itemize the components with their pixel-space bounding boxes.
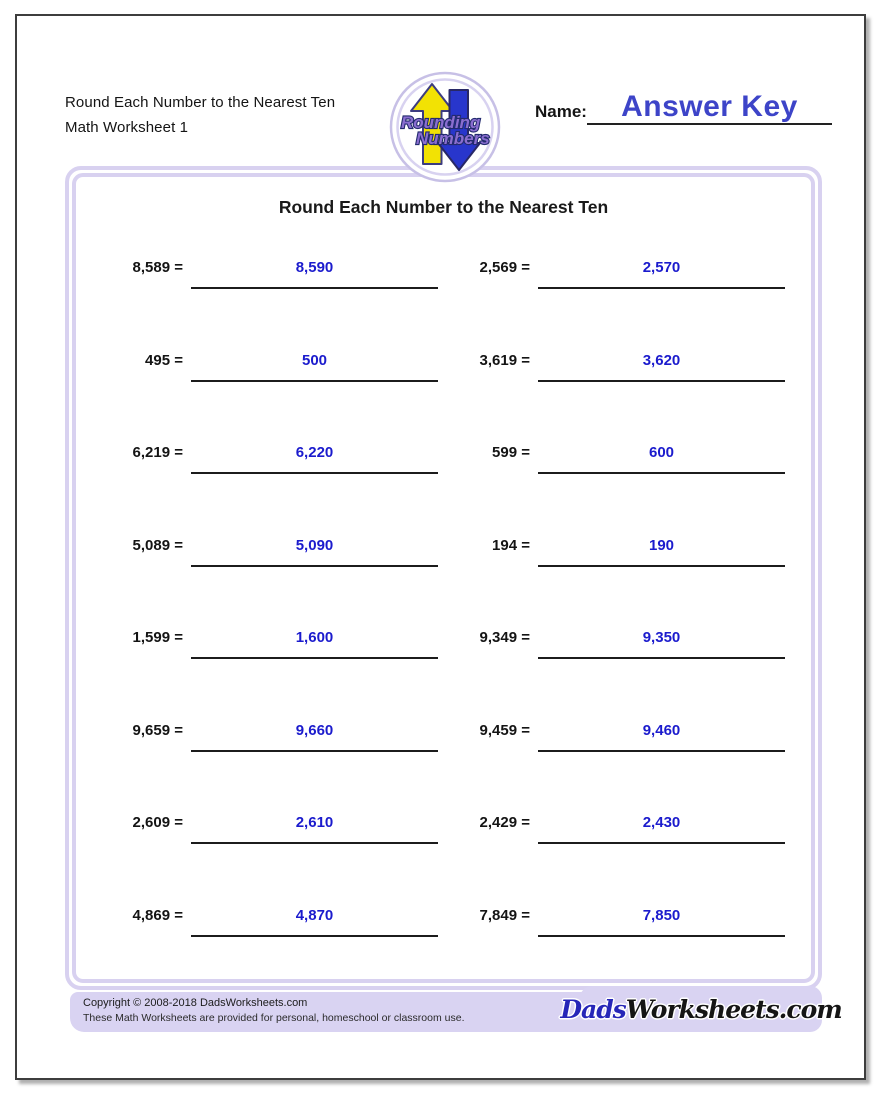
answer-line — [191, 352, 438, 382]
problem — [453, 814, 785, 907]
question-number: 2,429 — [479, 814, 518, 831]
answer-value: 6,220 — [295, 444, 334, 461]
problem-row — [106, 814, 785, 907]
equals-sign: = — [521, 721, 530, 739]
answer-line — [538, 629, 785, 659]
answer-line — [191, 537, 438, 567]
problem — [106, 814, 438, 907]
question-number: 6,219 — [132, 444, 171, 461]
problems-grid — [106, 259, 785, 999]
answer-line — [191, 722, 438, 752]
question-number: 4,869 — [132, 906, 171, 924]
answer-line — [538, 907, 785, 937]
document-title: Round Each Number to the Nearest Ten — [65, 94, 336, 111]
brand-prefix: Dads — [560, 994, 626, 1024]
answer-value: 5,090 — [295, 536, 334, 554]
equals-sign: = — [521, 629, 530, 646]
question-number: 3,619 — [479, 351, 518, 369]
answer-line — [538, 259, 785, 289]
question-number: 7,849 — [479, 906, 518, 924]
question-number: 495 — [145, 351, 171, 369]
question-number: 194 — [492, 536, 518, 554]
equals-sign: = — [174, 721, 183, 739]
logo-text-line2: Numbers — [416, 129, 490, 148]
problem-question — [453, 444, 530, 461]
brand-suffix: Worksheets.com — [625, 994, 842, 1024]
problem — [453, 629, 785, 722]
answer-line — [191, 814, 438, 844]
worksheet-frame — [65, 166, 822, 990]
problem — [106, 907, 438, 1000]
answer-value: 7,850 — [642, 906, 681, 924]
problem — [453, 352, 785, 445]
equals-sign: = — [174, 444, 183, 461]
equals-sign: = — [521, 906, 530, 924]
answer-value: 190 — [648, 536, 675, 554]
problem-question — [453, 629, 530, 646]
question-number: 2,609 — [132, 814, 171, 831]
dadsworksheets-logo — [560, 986, 842, 1032]
equals-sign: = — [521, 814, 530, 831]
logo-text-line1: Rounding — [401, 113, 481, 132]
problem — [106, 259, 438, 352]
problem-question — [106, 537, 183, 554]
answer-value: 1,600 — [295, 629, 334, 646]
answer-value: 2,570 — [642, 259, 681, 276]
problem-question — [106, 352, 183, 369]
problem — [106, 537, 438, 630]
problem-question — [106, 722, 183, 739]
problem-row — [106, 259, 785, 352]
equals-sign: = — [521, 259, 530, 276]
problem — [106, 352, 438, 445]
problem-question — [453, 907, 530, 924]
question-number: 9,349 — [479, 629, 518, 646]
answer-value: 8,590 — [295, 259, 334, 276]
answer-value: 9,660 — [295, 721, 334, 739]
equals-sign: = — [521, 536, 530, 554]
document-header — [65, 90, 335, 140]
question-number: 5,089 — [132, 536, 171, 554]
problem-row — [106, 722, 785, 815]
problem — [106, 722, 438, 815]
answer-value: 600 — [648, 444, 675, 461]
problem — [453, 722, 785, 815]
equals-sign: = — [174, 259, 183, 276]
answer-key-text: Answer Key — [621, 90, 798, 123]
problem — [453, 444, 785, 537]
problem-question — [453, 722, 530, 739]
answer-line — [538, 722, 785, 752]
problem-row — [106, 444, 785, 537]
problem — [453, 537, 785, 630]
problem-question — [453, 259, 530, 276]
copyright-text: Copyright © 2008-2018 DadsWorksheets.com — [83, 997, 308, 1009]
equals-sign: = — [174, 814, 183, 831]
rounding-numbers-logo-icon — [389, 71, 501, 183]
name-label: Name: — [535, 102, 587, 121]
answer-line — [538, 814, 785, 844]
equals-sign: = — [521, 351, 530, 369]
problem — [453, 259, 785, 352]
question-number: 599 — [492, 444, 518, 461]
equals-sign: = — [174, 629, 183, 646]
equals-sign: = — [174, 906, 183, 924]
answer-line — [191, 444, 438, 474]
answer-value: 2,610 — [295, 814, 334, 831]
answer-line — [538, 537, 785, 567]
problem-row — [106, 629, 785, 722]
problem-row — [106, 537, 785, 630]
answer-line — [538, 444, 785, 474]
equals-sign: = — [174, 351, 183, 369]
problem-question — [106, 907, 183, 924]
document-subtitle: Math Worksheet 1 — [65, 119, 189, 136]
answer-value: 4,870 — [295, 906, 334, 924]
worksheet-frame-inner — [72, 173, 815, 983]
equals-sign: = — [174, 536, 183, 554]
worksheet-title: Round Each Number to the Nearest Ten — [278, 197, 609, 217]
usage-text: These Math Worksheets are provided for personal, homeschool or classroom use. — [83, 1012, 465, 1024]
problem-question — [453, 352, 530, 369]
problem-question — [106, 444, 183, 461]
question-number: 9,659 — [132, 721, 171, 739]
worksheet-page — [15, 14, 866, 1080]
answer-value: 500 — [301, 351, 328, 369]
problem-question — [453, 537, 530, 554]
answer-value: 2,430 — [642, 814, 681, 831]
problem-question — [106, 814, 183, 831]
answer-line — [191, 259, 438, 289]
problem-question — [106, 629, 183, 646]
answer-value: 9,350 — [642, 629, 681, 646]
problem-row — [106, 352, 785, 445]
answer-line — [191, 907, 438, 937]
name-field — [535, 92, 832, 125]
problem — [106, 629, 438, 722]
answer-line — [538, 352, 785, 382]
equals-sign: = — [521, 444, 530, 461]
name-blank-line — [587, 92, 832, 125]
problem-question — [106, 259, 183, 276]
question-number: 1,599 — [132, 629, 171, 646]
problem-question — [453, 814, 530, 831]
question-number: 9,459 — [479, 721, 518, 739]
question-number: 8,589 — [132, 259, 171, 276]
question-number: 2,569 — [479, 259, 518, 276]
dadsworksheets-logo-text — [560, 995, 841, 1024]
answer-value: 3,620 — [642, 351, 681, 369]
problem — [106, 444, 438, 537]
answer-line — [191, 629, 438, 659]
answer-value: 9,460 — [642, 721, 681, 739]
